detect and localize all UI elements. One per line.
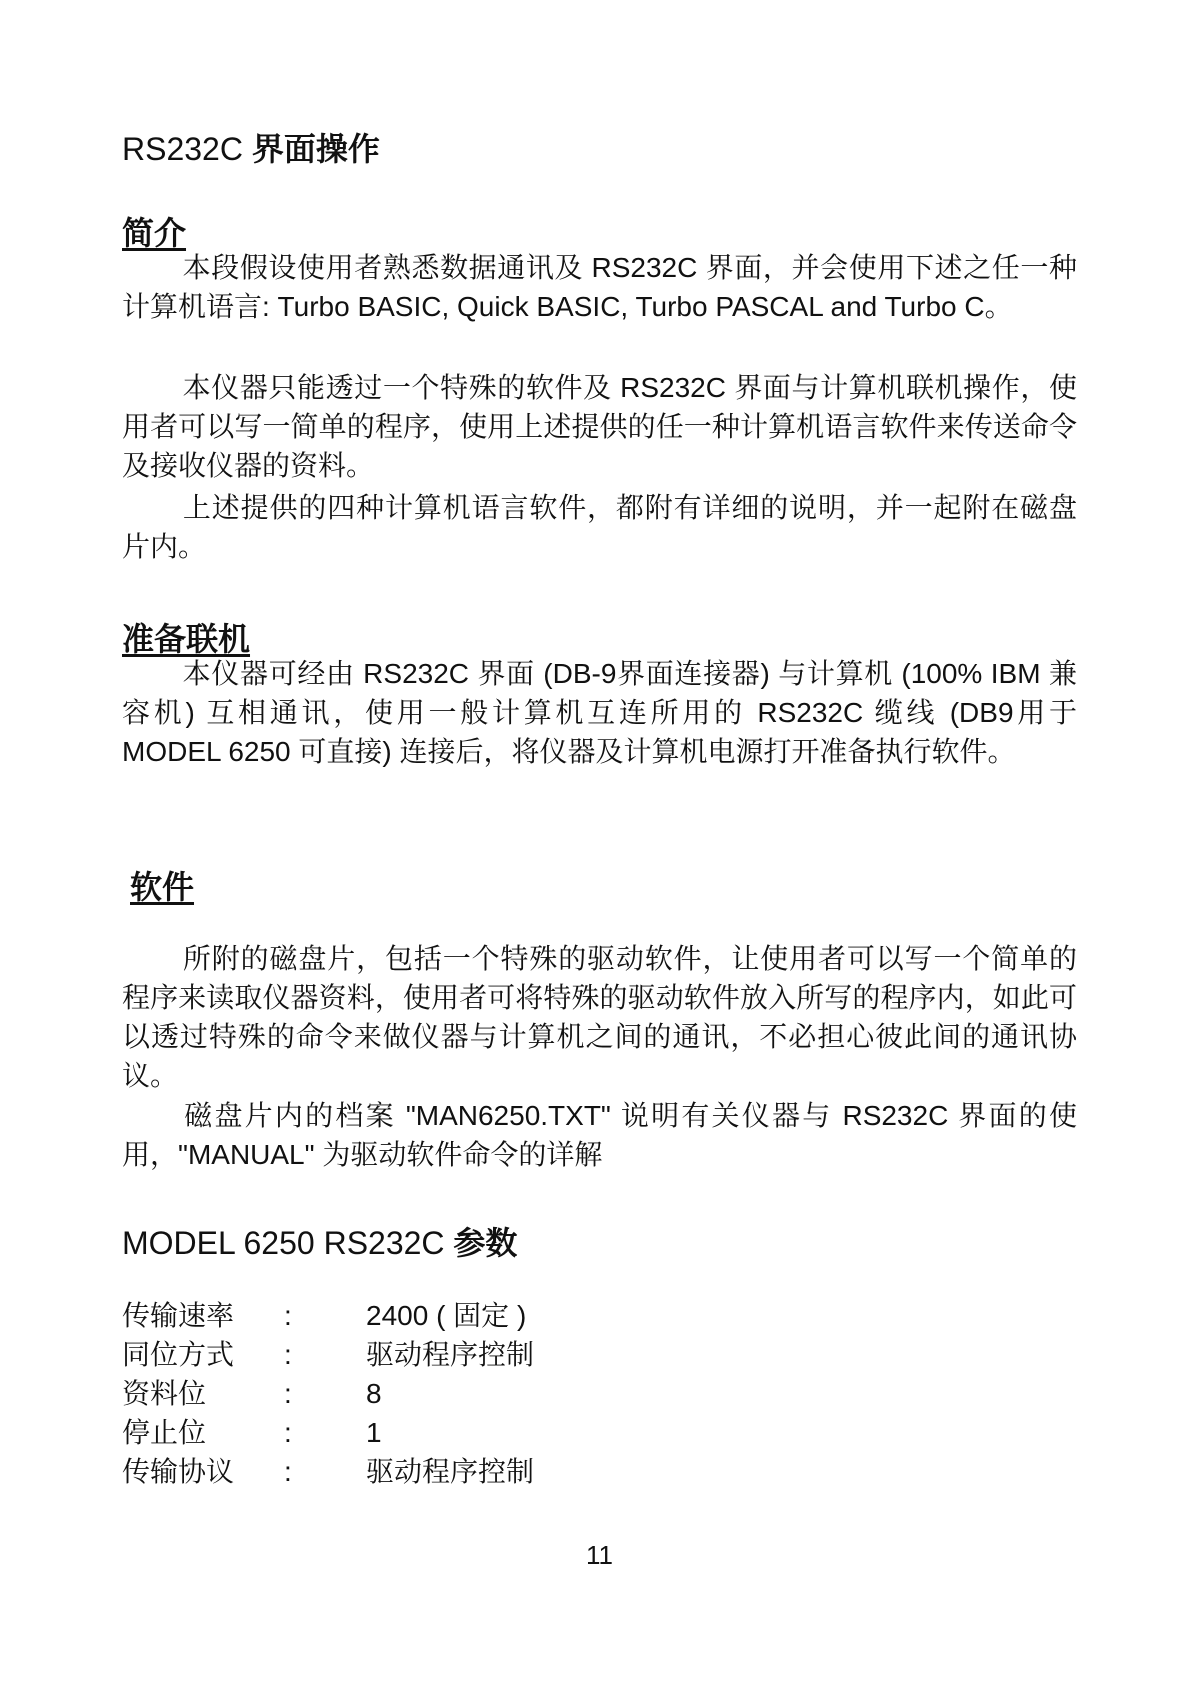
- param-row: [122, 1374, 822, 1413]
- param-row: [122, 1413, 822, 1452]
- params-title-bold: 参数: [453, 1225, 518, 1261]
- param-separator: :: [284, 1300, 292, 1331]
- param-label: 停止位: [122, 1417, 207, 1448]
- params-title-prefix: MODEL 6250 RS232C: [122, 1225, 454, 1261]
- page-title: [122, 124, 380, 170]
- param-value: 驱动程序控制: [366, 1339, 535, 1370]
- param-separator: :: [284, 1417, 292, 1448]
- page-number: 11: [586, 1540, 613, 1570]
- param-separator: :: [284, 1456, 292, 1487]
- param-row: [122, 1452, 822, 1491]
- software-paragraph-1: 所附的磁盘片，包括一个特殊的驱动软件，让使用者可以写一个简单的程序来读取仪器资料，使用者可将特殊的驱动软件放入所写的程序内，如此可以透过特殊的命令来做仪器与计算机之间的通讯，不必担心彼此间的通讯协议。: [122, 943, 1077, 1091]
- param-value: 8: [366, 1378, 382, 1409]
- connect-paragraph: 本仪器可经由 RS232C 界面 (DB-9界面连接器) 与计算机 (100% IBM 兼容机) 互相通讯，使用一般计算机互连所用的 RS232C 缆线 (DB9用于 MODEL 6250 可直接) 连接后，将仪器及计算机电源打开准备执行软件。: [122, 658, 1077, 767]
- param-separator: :: [284, 1378, 292, 1409]
- intro-paragraph-1: 本段假设使用者熟悉数据通讯及 RS232C 界面，并会使用下述之任一种计算机语言: Turbo BASIC, Quick BASIC, Turbo PASCAL and Turbo C。: [122, 252, 1077, 322]
- software-paragraph-2: 磁盘片内的档案 "MAN6250.TXT" 说明有关仪器与 RS232C 界面的使用，"MANUAL" 为驱动软件命令的详解: [122, 1100, 1077, 1170]
- param-separator: :: [284, 1339, 292, 1370]
- param-row: [122, 1335, 822, 1374]
- param-value: 驱动程序控制: [366, 1456, 535, 1487]
- param-value: 2400 ( 固定 ): [366, 1300, 527, 1331]
- connect-heading: 准备联机: [122, 621, 251, 657]
- page-title-bold: 界面操作: [251, 131, 380, 167]
- param-label: 同位方式: [122, 1339, 235, 1370]
- params-table: [122, 1296, 822, 1491]
- param-row: [122, 1296, 822, 1335]
- manual-page: [122, 0, 1082, 1700]
- intro-paragraph-3: 上述提供的四种计算机语言软件，都附有详细的说明，并一起附在磁盘片内。: [122, 492, 1077, 562]
- software-heading: 软件: [130, 869, 195, 905]
- intro-paragraph-2: 本仪器只能透过一个特殊的软件及 RS232C 界面与计算机联机操作，使用者可以写一简单的程序，使用上述提供的任一种计算机语言软件来传送命令及接收仪器的资料。: [122, 372, 1077, 481]
- intro-heading: 简介: [122, 215, 187, 251]
- param-label: 传输速率: [122, 1300, 235, 1331]
- page-title-prefix: RS232C: [122, 131, 252, 167]
- param-value: 1: [366, 1417, 382, 1448]
- params-title: [122, 1218, 517, 1264]
- param-label: 资料位: [122, 1378, 207, 1409]
- param-label: 传输协议: [122, 1456, 235, 1487]
